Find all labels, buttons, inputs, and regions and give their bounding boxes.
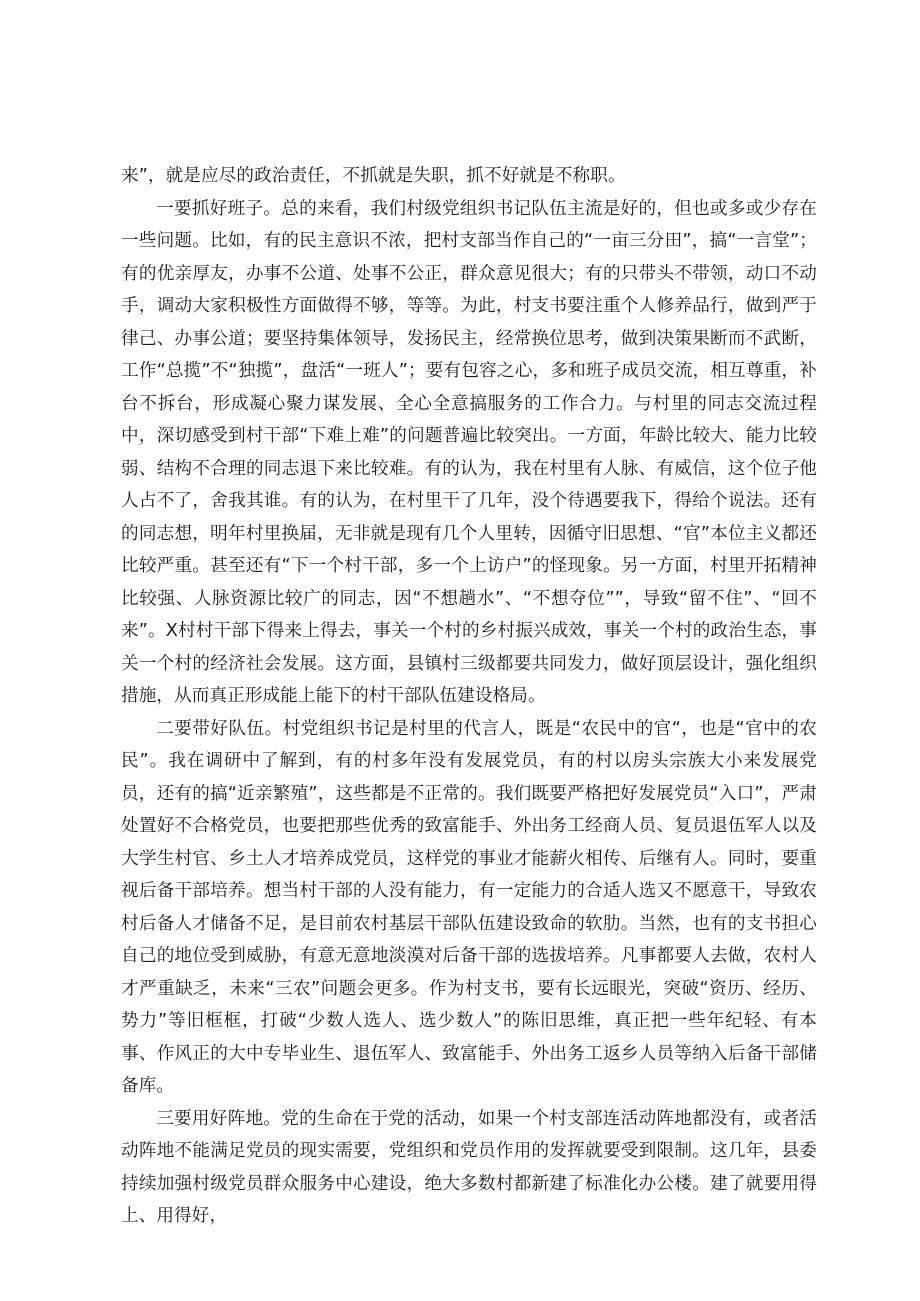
paragraph-two-team-building: 二要带好队伍。村党组织书记是村里的代言人，既是“农民中的官“，也是“官中的农民”。我在调研中了解到，有的村多年没有发展党员，有的村以房头宗族大小来发展党员，还有的搞“近亲繁殖”，这些都是不正常的。我们既要严格把好发展党员“入口”，严肃处置好不合格党员，也要把那些优秀的致富能手、外出务工经商人员、复员退伍军人以及大学生村官、乡土人才培养成党员，这样党的事业才能薪火相传、后继有人。同时，要重视后备干部培养。想当村干部的人没有能力，有一定能力的合适人选又不愿意干，导致农村后备人才储备不足，是目前农村基层干部队伍建设致命的软肋。当然，也有的支书担心自己的地位受到威胁，有意无意地淡漠对后备干部的选拔培养。凡事都要人去做，农村人才严重缺乏，未来“三农”问题会更多。作为村支书，要有长远眼光，突破“资历、经历、势力”等旧框框，打破“少数人选人、选少数人”的陈旧思维，真正把一些年纪轻、有本事、作风正的大中专毕业生、退伍军人、致富能手、外出务工返乡人员等纳入后备干部储备库。 — [121, 718, 818, 1096]
paragraph-three-activity-venue: 三要用好阵地。党的生命在于党的活动，如果一个村支部连活动阵地都没有，或者活动阵地不能满足党员的现实需要，党组织和党员作用的发挥就要受到限制。这几年，县委持续加强村级党员群众服务中心建设，绝大多数村都新建了标准化办公楼。建了就要用得上、用得好， — [121, 1108, 817, 1226]
paragraph-one-leadership-team: 一要抓好班子。总的来看，我们村级党组织书记队伍主流是好的，但也或多或少存在一些问题。比如，有的民主意识不浓，把村支部当作自己的“一亩三分田”，搞“一言堂”；有的优亲厚友，办事不公道、处事不公正，群众意见很大；有的只带头不带领，动口不动手，调动大家积极性方面做得不够，等等。为此，村支书要注重个人修养品行，做到严于律己、办事公道；要坚持集体领导，发扬民主，经常换位思考，做到决策果断而不武断，工作“总揽”不“独揽”，盘活“一班人”；要有包容之心，多和班子成员交流，相互尊重，补台不拆台，形成凝心聚力谋发展、全心全意搞服务的工作合力。与村里的同志交流过程中，深切感受到村干部“下难上难”的问题普遍比较突出。一方面，年龄比较大、能力比较弱、结构不合理的同志退下来比较难。有的认为，我在村里有人脉、有威信，这个位子他人占不了，舍我其谁。有的认为，在村里干了几年，没个待遇要我下，得给个说法。还有的同志想，明年村里换届，无非就是现有几个人里转，因循守旧思想、“官”本位主义都还比较严重。甚至还有“下一个村干部，多一个上访户”的怪现象。另一方面，村里开拓精神比较强、人脉资源比较广的同志，因“不想趟水”、“不想夺位””，导致“留不住”、“回不来”。X村村干部下得来上得去，事关一个村的乡村振兴成效，事关一个村的政治生态，事关一个村的经济社会发展。这方面，县镇村三级都要共同发力，做好顶层设计，强化组织措施，从而真正形成能上能下的村干部队伍建设格局。 — [121, 198, 817, 706]
paragraph-continuation: 来”，就是应尽的政治责任，不抓就是失职，抓不好就是不称职。 — [121, 166, 626, 186]
document-body — [121, 160, 817, 1233]
